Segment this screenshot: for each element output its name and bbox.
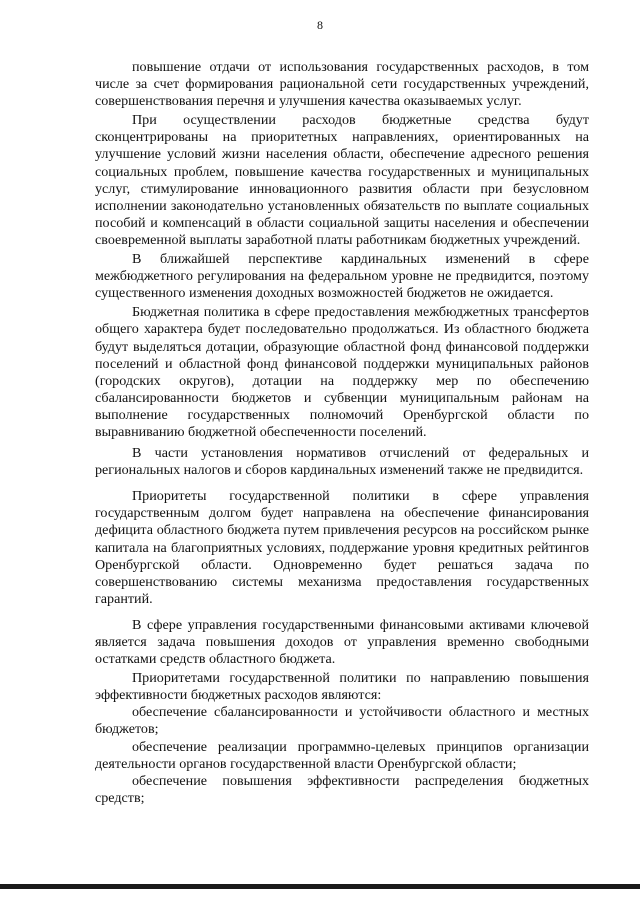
paragraph-interbudget-transfers: Бюджетная политика в сфере предоставления межбюджетных трансфертов общего характера будет последовательно продолжаться. Из областного бюджета будут выделяться дотации, образующие областной фонд финансовой поддержки поселений и областной фонд финансовой поддержки муниципальных районов (городских округов), дотации на поддержку мер по обеспечению сбалансированности бюджетов и субвенции муниципальным районам на выполнение государственных полномочий Оренбургской области по выравниванию бюджетной обеспеченности поселений.: [95, 304, 589, 440]
list-item-distribution-efficiency: обеспечение повышения эффективности распределения бюджетных средств;: [95, 772, 589, 806]
paragraph-expenditure-priorities: При осуществлении расходов бюджетные средства будут сконцентрированы на приоритетных направлениях, ориентированных на улучшение условий жизни населения области, обеспечение адресного решения социальных проблем, повышение качества государственных и муниципальных услуг, стимулирование инновационного развития области при безусловном исполнении законодательно установленных обязательств по выплате социальных пособий и компенсаций в области социальной защиты населения и обеспечении своевременной выплаты заработной платы работникам бюджетных учреждений.: [95, 112, 589, 248]
list-item-program-targeting: обеспечение реализации программно-целевых принципов организации деятельности органов государственной власти Оренбургской области;: [95, 738, 589, 772]
paragraph-debt-management: Приоритеты государственной политики в сфере управления государственным долгом будет направлена на обеспечение финансирования дефицита областного бюджета путем привлечения ресурсов на российском рынке капитала на благоприятных условиях, поддержание уровня кредитных рейтингов Оренбургской области. Одновременно будет решаться задача по совершенствованию системы механизма предоставления государственных гарантий.: [95, 488, 589, 607]
list-item-balance: обеспечение сбалансированности и устойчивости областного и местных бюджетов;: [95, 704, 589, 738]
bottom-scan-border: [0, 884, 640, 889]
page-number: 8: [317, 18, 323, 32]
document-body: [95, 59, 589, 807]
paragraph-continuation: повышение отдачи от использования государственных расходов, в том числе за счет формирования рациональной сети государственных учреждений, совершенствования перечня и улучшения качества оказываемых услуг.: [95, 59, 589, 110]
paragraph-tax-deduction-norms: В части установления нормативов отчислений от федеральных и региональных налогов и сборов кардинальных изменений также не предвидится.: [95, 445, 589, 479]
paragraph-efficiency-priorities: Приоритетами государственной политики по направлению повышения эффективности бюджетных расходов являются:: [95, 670, 589, 704]
paragraph-interbudget-regulation: В ближайшей перспективе кардинальных изменений в сфере межбюджетного регулирования на федеральном уровне не предвидится, поэтому существенного изменения доходных возможностей бюджетов не ожидается.: [95, 251, 589, 302]
paragraph-financial-assets: В сфере управления государственными финансовыми активами ключевой является задача повышения доходов от управления временно свободными остатками средств областного бюджета.: [95, 616, 589, 668]
